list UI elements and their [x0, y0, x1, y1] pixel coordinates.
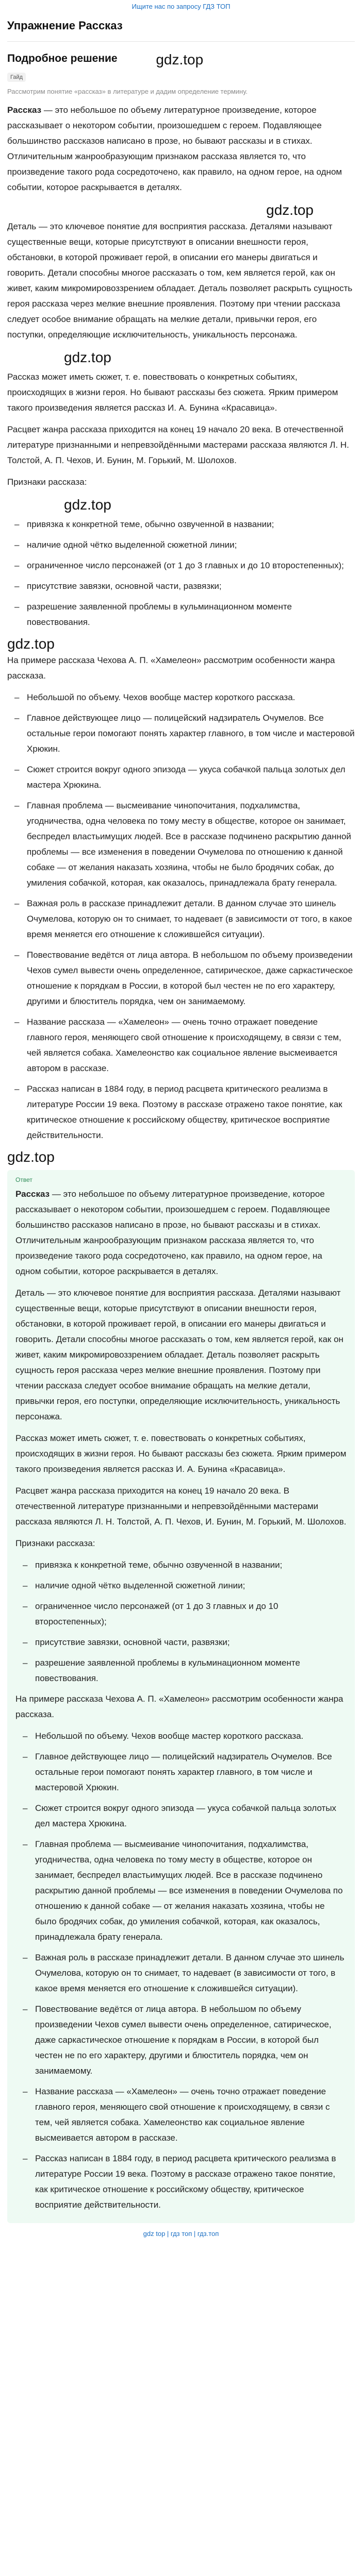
answer-block	[7, 1170, 355, 2223]
answer-label: Ответ	[15, 1176, 32, 1183]
watermark: gdz.top	[266, 202, 314, 218]
list-item: – Сюжет строится вокруг одного эпизода — укуса собачкой пальца золотых дел мастера Хрюкина.	[15, 1801, 347, 1832]
list-item: – наличие одной чётко выделенной сюжетной линии;	[7, 537, 355, 553]
list-item: – Повествование ведётся от лица автора. В небольшом по объему произведении Чехов сумел вывести очень определенное, сатирическое, даже саркастическое отношение к порядкам в России, в которой был честен не по его характеру, другими и блюститель порядка, чем он занимаемому.	[7, 947, 355, 1009]
watermark: gdz.top	[7, 636, 55, 652]
watermark: gdz.top	[64, 349, 111, 365]
list-item: – Главная проблема — высмеивание чинопочитания, подхалимства, угодничества, одна человека по тому месту в обществе, которое он занимает, беспредел властьимущих людей. Все в рассказе подчинено раскрытию данной проблемы — все изменения в поведении Очумелова по отношению к данной собаке — от желания наказать хозяина, чтобы не было бродячих собак, до умиления собачкой, которая, как оказалось, принадлежала брату генерала.	[7, 798, 355, 891]
answer-paragraph-1: Рассказ — это небольшое по объему литературное произведение, которое рассказывает о некотором событии, произошедшем с героем. Подавляющее большинство рассказов написано в прозе, но бывают рассказы и в стихах. Отличительным жанрообразующим признаком рассказа является то, что произведение такого рода сосредоточено, как правило, на одном герое, на одном событии, которое раскрывается в деталях.	[15, 1189, 330, 1276]
features-title: Признаки рассказа:	[7, 477, 87, 487]
solution-paragraph-1: Рассказ — это небольшое по объему литературное произведение, которое рассказывает о некотором событии, произошедшем с героем. Подавляющее большинство рассказов написано в прозе, но бывают рассказы и в стихах. Отличительным жанрообразующим признаком рассказа является то, что произведение такого рода сосредоточено, как правило, на одном герое, на одном событии, которое раскрывается в деталях.	[7, 105, 342, 192]
features-title: Признаки рассказа:	[15, 1538, 95, 1548]
list-item: – Небольшой по объему. Чехов вообще мастер короткого рассказа.	[7, 690, 355, 705]
chameleon-list	[7, 690, 355, 1143]
features-list	[7, 517, 355, 630]
answer-paragraph-5: На примере рассказа Чехова А. П. «Хамелеон» рассмотрим особенности жанра рассказа.	[15, 1694, 343, 1719]
list-item: – Небольшой по объему. Чехов вообще мастер короткого рассказа.	[15, 1728, 347, 1744]
list-item: – Главное действующее лицо — полицейский надзиратель Очумелов. Все остальные герои помогают понять характер главного, в том числе и мастеровой Хрюкин.	[7, 710, 355, 757]
answer-paragraph-2: Деталь — это ключевое понятие для восприятия рассказа. Деталями называют существенные вещи, которые присутствуют в описании внешности героя, обстановки, в которой проживает герой, в описании его манеры двигаться и говорить. Детали способны многое рассказать о том, кем является герой, как он живет, каким микромировоззрением обладает. Деталь позволяет раскрыть сущность героя рассказа через мелкие внешние проявления. Поэтому при чтении рассказа следует особое внимание обращать на мелкие детали, привычки героя, его поступки, определяющие исключительность, уникальность персонажа.	[15, 1288, 343, 1421]
page-title: Упражнение Рассказ	[7, 19, 123, 32]
list-item: – привязка к конкретной теме, обычно озвученной в названии;	[15, 1557, 347, 1573]
watermark: gdz.top	[7, 1149, 55, 1165]
answer-paragraph-3: Рассказ может иметь сюжет, т. е. повествовать о конкретных событиях, происходящих в жизни героя. Но бывают рассказы без сюжета. Ярким примером такого произведения является рассказ И. А. Бунина «Красавица».	[15, 1433, 347, 1474]
list-item: – Важная роль в рассказе принадлежит детали. В данном случае это шинель Очумелова, которую он то снимает, то надевает (в зависимости от того, в какое время меняется его отношение к сложившейся ситуации).	[7, 896, 355, 942]
term-bold: Рассказ	[15, 1189, 50, 1199]
answer-paragraph-4: Расцвет жанра рассказа приходится на конец 19 начало 20 века. В отечественной литературе признанными и непревзойдёнными мастерами рассказа являются Л. Н. Толстой, А. П. Чехов, И. Бунин, М. Горький, М. Шолохов.	[15, 1486, 347, 1527]
solution-paragraph-4: Расцвет жанра рассказа приходится на конец 19 начало 20 века. В отечественной литературе признанными и непревзойдёнными мастерами рассказа являются Л. Н. Толстой, А. П. Чехов, И. Бунин, М. Горький, М. Шолохов.	[7, 425, 349, 465]
solution-paragraph-3: Рассказ может иметь сюжет, т. е. повествовать о конкретных событиях, происходящих в жизни героя. Но бывают рассказы без сюжета. Ярким примером такого произведения является рассказ И. А. Бунина «Красавица».	[7, 372, 338, 413]
list-item: – Название рассказа — «Хамелеон» — очень точно отражает поведение главного героя, меняющего свой отношение к происходящему, в связи с тем, чей является собака. Хамелеонство как социальное явление высмеивается автором в рассказе.	[15, 2084, 347, 2146]
features-list	[15, 1557, 347, 1686]
list-item: – Важная роль в рассказе принадлежит детали. В данном случае это шинель Очумелова, которую он то снимает, то надевает (в зависимости от того, в какое время меняется его отношение к сложившейся ситуации).	[15, 1950, 347, 1996]
list-item: – присутствие завязки, основной части, развязки;	[15, 1635, 347, 1650]
chameleon-list	[15, 1728, 347, 2213]
list-item: – привязка к конкретной теме, обычно озвученной в названии;	[7, 517, 355, 532]
search-hint-link[interactable]: Ищите нас по запросу ГДЗ ТОП	[132, 3, 231, 10]
list-item: – наличие одной чётко выделенной сюжетной линии;	[15, 1578, 347, 1594]
list-item: – Сюжет строится вокруг одного эпизода — укуса собачкой пальца золотых дел мастера Хрюкина.	[7, 762, 355, 793]
watermark: gdz.top	[64, 497, 111, 513]
list-item: – ограниченное число персонажей (от 1 до 3 главных и до 10 второстепенных);	[7, 558, 355, 573]
list-item: – разрешение заявленной проблемы в кульминационном моменте повествования.	[7, 599, 355, 630]
title-divider	[7, 41, 355, 42]
term-bold: Рассказ	[7, 105, 42, 115]
guide-tag: Гайд	[7, 73, 26, 82]
tagline: Рассмотрим понятие «рассказ» в литературе и дадим определение термину.	[7, 88, 248, 95]
solution-paragraph-5: На примере рассказа Чехова А. П. «Хамелеон» рассмотрим особенности жанра рассказа.	[7, 655, 335, 681]
solution-paragraph-2: Деталь — это ключевое понятие для восприятия рассказа. Деталями называют существенные вещи, которые присутствуют в описании внешности героя, обстановки, в которой проживает герой, в описании его манеры двигаться и говорить. Детали способны многое рассказать о том, кем является герой, как он живет, каким микромировоззрением обладает. Деталь позволяет раскрыть сущность героя рассказа через мелкие внешние проявления. Поэтому при чтении рассказа следует особое внимание обращать на мелкие детали, привычки героя, его поступки, определяющие исключительность, уникальность персонажа.	[7, 222, 353, 340]
solution-body	[7, 103, 355, 1143]
list-item: – Название рассказа — «Хамелеон» — очень точно отражает поведение главного героя, меняющего свой отношение к происходящему, в связи с тем, чей является собака. Хамелеонство как социальное явление высмеивается автором в рассказе.	[7, 1014, 355, 1076]
list-item: – Рассказ написан в 1884 году, в период расцвета критического реализма в литературе России 19 века. Поэтому в рассказе отражено такое понятие, как критическое отношение к российскому обществу, критическое восприятие действительности.	[7, 1081, 355, 1143]
list-item: – Повествование ведётся от лица автора. В небольшом по объему произведении Чехов сумел вывести очень определенное, сатирическое, даже саркастическое отношение к порядкам в России, в которой был честен не по его характеру, другими и блюститель порядка, чем он занимаемому.	[15, 2002, 347, 2079]
section-header	[7, 51, 355, 69]
list-item: – Главная проблема — высмеивание чинопочитания, подхалимства, угодничества, одна человека по тому месту в обществе, которое он занимает, беспредел властьимущих людей. Все в рассказе подчинено раскрытию данной проблемы — все изменения в поведении Очумелова по отношению к данной собаке — от желания наказать хозяина, чтобы не было бродячих собак, до умиления собачкой, которая, как оказалось, принадлежала брату генерала.	[15, 1837, 347, 1945]
list-item: – Рассказ написан в 1884 году, в период расцвета критического реализма в литературе России 19 века. Поэтому в рассказе отражено такое понятие, как критическое отношение к российскому обществу, критическое восприятие действительности.	[15, 2151, 347, 2213]
list-item: – разрешение заявленной проблемы в кульминационном моменте повествования.	[15, 1655, 347, 1686]
watermark: gdz.top	[156, 52, 204, 67]
list-item: – Главное действующее лицо — полицейский надзиратель Очумелов. Все остальные герои помогают понять характер главного, в том числе и мастеровой Хрюкин.	[15, 1749, 347, 1795]
list-item: – присутствие завязки, основной части, развязки;	[7, 579, 355, 594]
section-title: Подробное решение	[7, 53, 118, 65]
list-item: – ограниченное число персонажей (от 1 до 3 главных и до 10 второстепенных);	[15, 1599, 347, 1630]
bottom-links[interactable]: gdz top | гдз топ | гдз.топ	[143, 2230, 219, 2238]
